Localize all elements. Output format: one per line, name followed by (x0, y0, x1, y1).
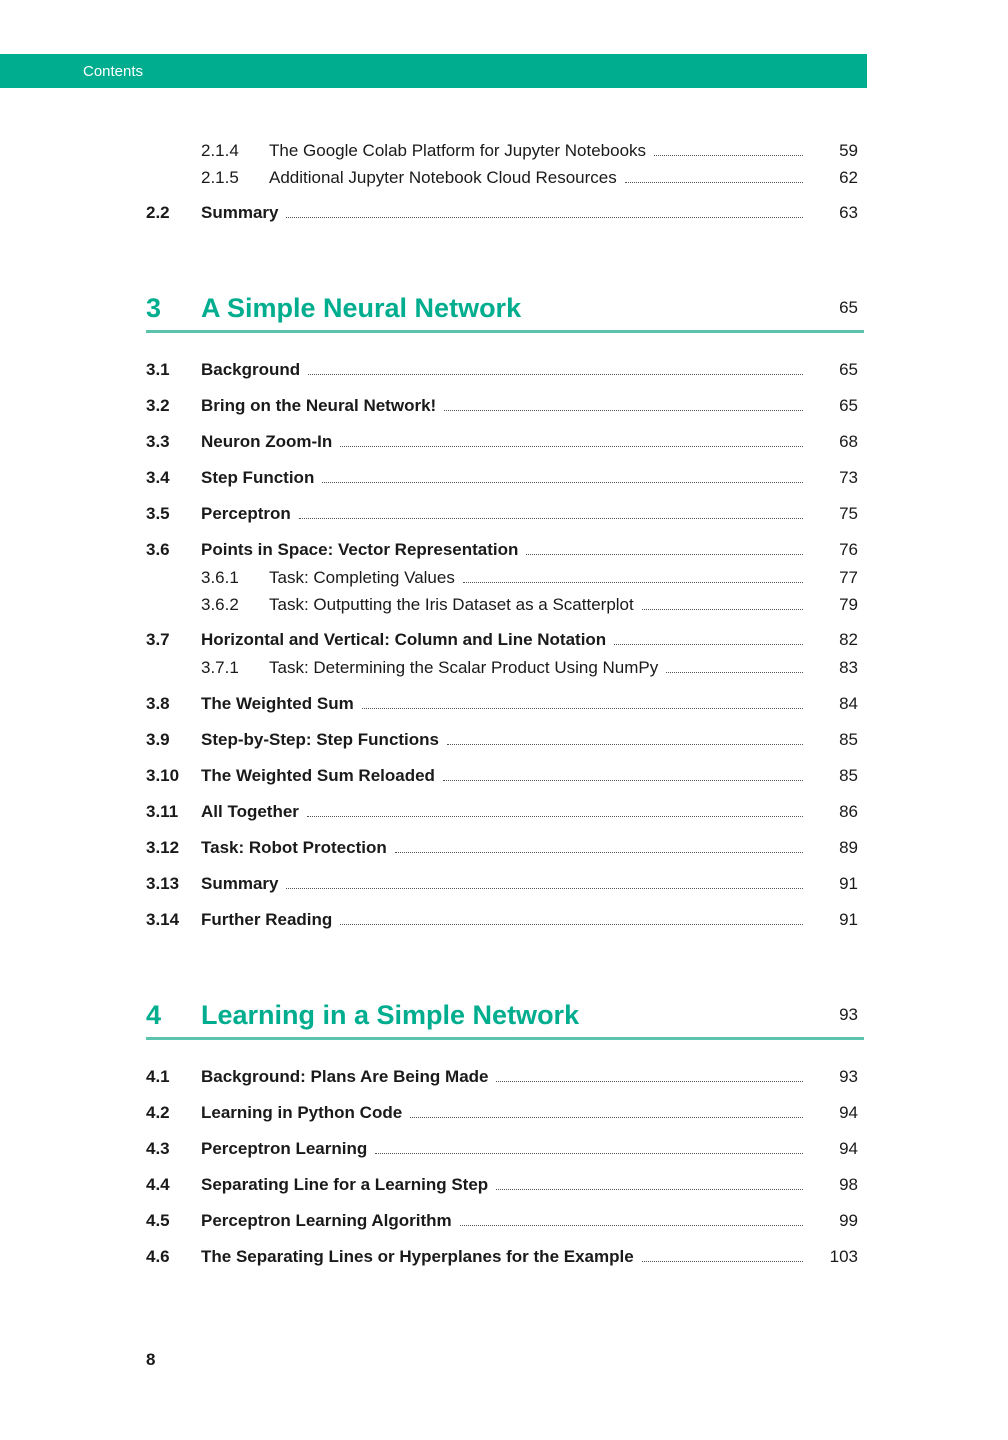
toc-number: 3.11 (146, 802, 179, 821)
toc-entry[interactable] (0, 1173, 1008, 1197)
toc-number: 4.2 (146, 1103, 170, 1122)
toc-number: 2.1.5 (201, 168, 239, 187)
toc-leader-dots (299, 518, 803, 519)
toc-title: The Weighted Sum (201, 694, 354, 713)
toc-leader-dots (526, 554, 803, 555)
toc-number: 3.9 (146, 730, 170, 749)
toc-page: 84 (839, 694, 858, 713)
toc-page: 98 (839, 1175, 858, 1194)
toc-title: Learning in Python Code (201, 1103, 403, 1122)
chapter-page: 65 (839, 298, 858, 317)
toc-leader-dots (654, 155, 803, 156)
toc-entry[interactable] (0, 908, 1008, 932)
toc-number: 4.4 (146, 1175, 170, 1194)
toc-page: 63 (839, 203, 858, 222)
toc-number: 3.7 (146, 630, 170, 649)
toc-title: Step Function (201, 468, 315, 487)
toc-leader-dots (375, 1153, 803, 1154)
toc-page: 59 (839, 141, 858, 160)
toc-number: 3.6.2 (201, 595, 239, 614)
toc-title: The Weighted Sum Reloaded (201, 766, 435, 785)
toc-title: Neuron Zoom-In (201, 432, 333, 451)
toc-title: Horizontal and Vertical: Column and Line Notation (201, 630, 607, 649)
toc-page: 85 (839, 766, 858, 785)
toc-number: 2.2 (146, 203, 170, 222)
toc-page: 79 (839, 595, 858, 614)
toc-page: 75 (839, 504, 858, 523)
toc-leader-dots (625, 182, 803, 183)
toc-title: Summary (201, 203, 279, 222)
toc-title: Step-by-Step: Step Functions (201, 730, 439, 749)
toc-page: 83 (839, 658, 858, 677)
toc-leader-dots (340, 446, 803, 447)
toc-page: 82 (839, 630, 858, 649)
toc-title: Background: Plans Are Being Made (201, 1067, 489, 1086)
toc-page: 89 (839, 838, 858, 857)
toc-title: Points in Space: Vector Representation (201, 540, 519, 559)
toc-page: 91 (839, 910, 858, 929)
toc-entry[interactable] (0, 466, 1008, 490)
toc-page: 65 (839, 360, 858, 379)
toc-leader-dots (460, 1225, 803, 1226)
toc-entry[interactable] (0, 538, 1008, 562)
toc-page: 99 (839, 1211, 858, 1230)
chapter-title: A Simple Neural Network (201, 293, 522, 323)
toc-title: Task: Completing Values (269, 568, 455, 587)
toc-page: 85 (839, 730, 858, 749)
toc-leader-dots (496, 1189, 803, 1190)
toc-entry[interactable] (0, 1209, 1008, 1233)
toc-leader-dots (286, 217, 803, 218)
toc-entry[interactable] (0, 1065, 1008, 1089)
toc-title: Perceptron Learning Algorithm (201, 1211, 452, 1230)
toc-entry[interactable] (0, 872, 1008, 896)
toc-entry[interactable] (0, 166, 1008, 190)
toc-title: The Google Colab Platform for Jupyter Notebooks (269, 141, 647, 160)
toc-title: Perceptron Learning (201, 1139, 368, 1158)
toc-number: 2.1.4 (201, 141, 239, 160)
toc-page: 76 (839, 540, 858, 559)
toc-leader-dots (286, 888, 803, 889)
toc-number: 3.1 (146, 360, 170, 379)
toc-entry[interactable] (0, 502, 1008, 526)
toc-leader-dots (362, 708, 803, 709)
toc-page: 94 (839, 1139, 858, 1158)
toc-number: 3.10 (146, 766, 180, 785)
toc-leader-dots (447, 744, 803, 745)
chapter-heading-3[interactable] (146, 290, 864, 333)
toc-title: Task: Robot Protection (201, 838, 387, 857)
page-number: 8 (146, 1350, 156, 1369)
toc-page: 94 (839, 1103, 858, 1122)
chapter-title: Learning in a Simple Network (201, 1000, 580, 1030)
toc-entry[interactable] (0, 656, 1008, 680)
toc-page: 86 (839, 802, 858, 821)
toc-title: The Separating Lines or Hyperplanes for the Example (201, 1247, 634, 1266)
toc-leader-dots (322, 482, 803, 483)
toc-leader-dots (444, 410, 803, 411)
toc-leader-dots (308, 374, 803, 375)
toc-entry[interactable] (0, 358, 1008, 382)
toc-leader-dots (642, 609, 803, 610)
toc-leader-dots (666, 672, 803, 673)
toc-page: 65 (839, 396, 858, 415)
toc-number: 3.8 (146, 694, 170, 713)
toc-leader-dots (307, 816, 803, 817)
toc-number: 3.12 (146, 838, 180, 857)
chapter-page: 93 (839, 1005, 858, 1024)
toc-title: Task: Determining the Scalar Product Using NumPy (269, 658, 659, 677)
toc-page: 103 (829, 1247, 858, 1266)
toc-number: 4.3 (146, 1139, 170, 1158)
running-header (0, 54, 867, 88)
toc-leader-dots (614, 644, 803, 645)
toc-title: Task: Outputting the Iris Dataset as a Scatterplot (269, 595, 634, 614)
chapter-heading-4[interactable] (146, 997, 864, 1040)
toc-number: 3.3 (146, 432, 170, 451)
toc-entry[interactable] (0, 728, 1008, 752)
toc-number: 4.6 (146, 1247, 170, 1266)
toc-number: 4.5 (146, 1211, 170, 1230)
toc-page: 73 (839, 468, 858, 487)
toc-number: 3.2 (146, 396, 170, 415)
toc-number: 3.6 (146, 540, 170, 559)
toc-entry[interactable] (0, 593, 1008, 617)
toc-entry[interactable] (0, 1137, 1008, 1161)
chapter-number: 4 (146, 1000, 162, 1030)
toc-leader-dots (496, 1081, 803, 1082)
toc-title: Background (201, 360, 301, 379)
toc-entry[interactable] (0, 201, 1008, 225)
toc-number: 3.4 (146, 468, 170, 487)
toc-entry[interactable] (0, 628, 1008, 652)
toc-entry[interactable] (0, 566, 1008, 590)
toc-entry[interactable] (0, 692, 1008, 716)
toc-page: 68 (839, 432, 858, 451)
toc-leader-dots (443, 780, 803, 781)
toc-entry[interactable] (0, 764, 1008, 788)
toc-leader-dots (340, 924, 803, 925)
toc-leader-dots (642, 1261, 803, 1262)
toc-number: 3.6.1 (201, 568, 239, 587)
toc-leader-dots (395, 852, 803, 853)
toc-entry[interactable] (0, 800, 1008, 824)
toc-page: 77 (839, 568, 858, 587)
toc-number: 3.14 (146, 910, 180, 929)
toc-number: 3.13 (146, 874, 180, 893)
toc-number: 4.1 (146, 1067, 170, 1086)
toc-title: Summary (201, 874, 279, 893)
toc-entry[interactable] (0, 1245, 1008, 1269)
toc-entry[interactable] (0, 430, 1008, 454)
toc-title: Further Reading (201, 910, 333, 929)
toc-page: 62 (839, 168, 858, 187)
chapter-number: 3 (146, 293, 162, 323)
toc-title: Separating Line for a Learning Step (201, 1175, 489, 1194)
toc-number: 3.7.1 (201, 658, 239, 677)
toc-entry[interactable] (0, 1101, 1008, 1125)
toc-page: 91 (839, 874, 858, 893)
toc-leader-dots (410, 1117, 803, 1118)
toc-title: Additional Jupyter Notebook Cloud Resources (269, 168, 617, 187)
toc-entry[interactable] (0, 836, 1008, 860)
toc-number: 3.5 (146, 504, 170, 523)
running-header-label: Contents (83, 62, 144, 80)
toc-page: 93 (839, 1067, 858, 1086)
toc-title: All Together (201, 802, 299, 821)
toc-title: Perceptron (201, 504, 291, 523)
toc-entry[interactable] (0, 394, 1008, 418)
toc-title: Bring on the Neural Network! (201, 396, 437, 415)
toc-leader-dots (463, 582, 803, 583)
toc-entry[interactable] (0, 139, 1008, 163)
